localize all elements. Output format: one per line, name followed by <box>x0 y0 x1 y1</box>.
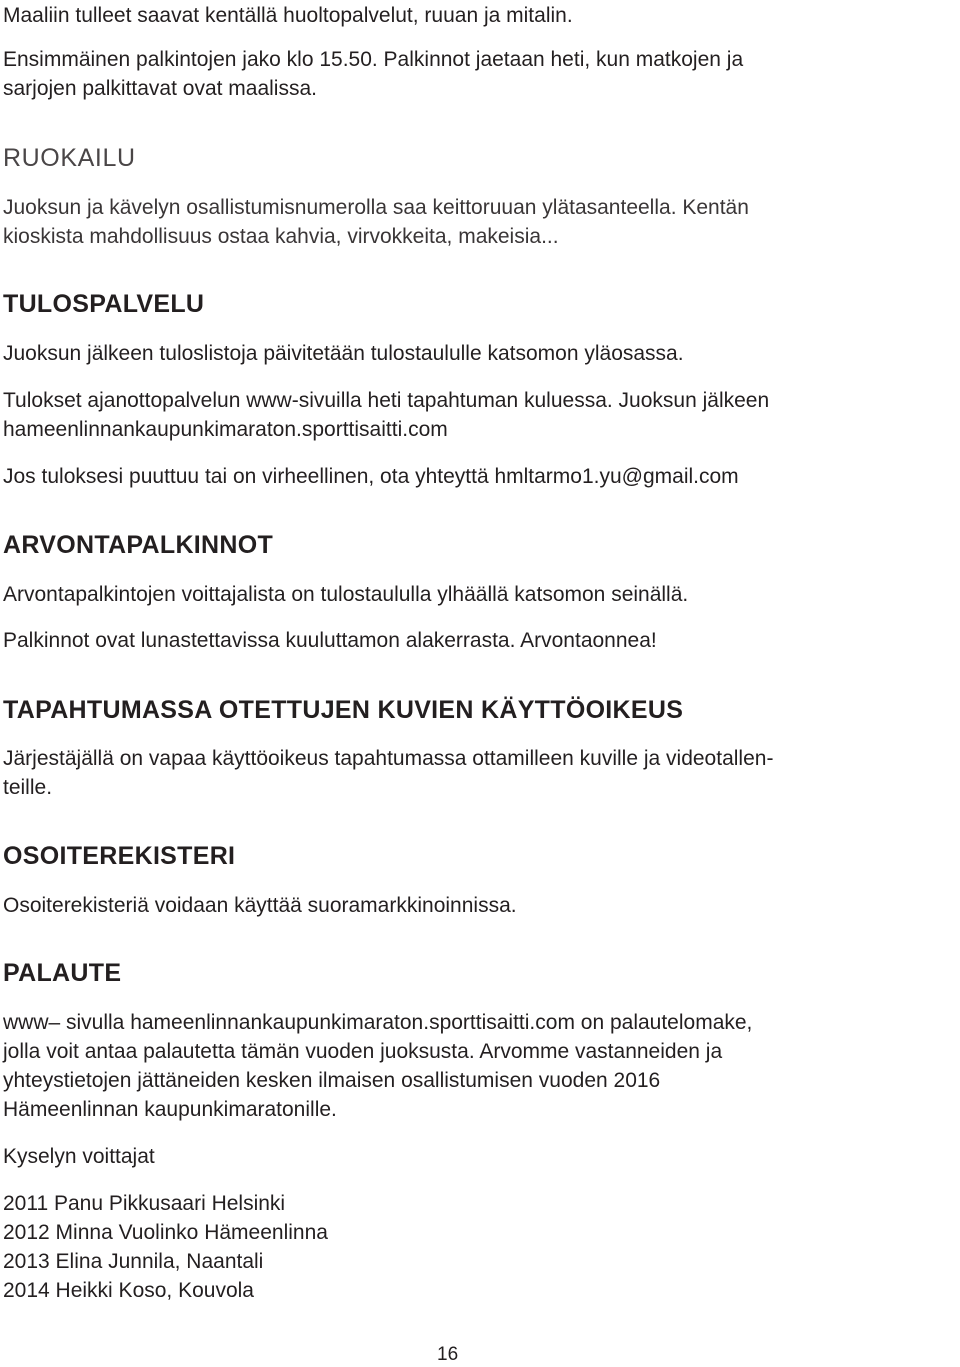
winner-item: 2013 Elina Junnila, Naantali <box>3 1250 264 1273</box>
heading-ruokailu: RUOKAILU <box>3 144 136 172</box>
heading-kuvien-kayttooikeus: TAPAHTUMASSA OTETTUJEN KUVIEN KÄYTTÖOIKEUS <box>3 696 684 724</box>
osoiterekisteri-paragraph: Osoiterekisteriä voidaan käyttää suoramarkkinoinnissa. <box>3 894 517 917</box>
tulospalvelu-paragraph-1: Juoksun jälkeen tuloslistoja päivitetään tulostaululle katsomon yläosassa. <box>3 342 684 365</box>
winners-title: Kyselyn voittajat <box>3 1145 155 1168</box>
heading-tulospalvelu: TULOSPALVELU <box>3 290 205 318</box>
intro-line-3: sarjojen palkittavat ovat maalissa. <box>3 77 317 100</box>
palaute-line-3: yhteystietojen jättäneiden kesken ilmaisen osallistumisen vuoden 2016 <box>3 1069 661 1092</box>
tulospalvelu-paragraph-3: Jos tuloksesi puuttuu tai on virheellinen, ota yhteyttä hmltarmo1.yu@gmail.com <box>3 465 739 488</box>
winner-item: 2012 Minna Vuolinko Hämeenlinna <box>3 1221 328 1244</box>
tulospalvelu-paragraph-2-line-1: Tulokset ajanottopalvelun www-sivuilla heti tapahtuman kuluessa. Juoksun jälkeen <box>3 389 770 412</box>
intro-line-1: Maaliin tulleet saavat kentällä huoltopalvelut, ruuan ja mitalin. <box>3 4 573 27</box>
heading-arvontapalkinnot: ARVONTAPALKINNOT <box>3 531 274 559</box>
arvontapalkinnot-paragraph-2: Palkinnot ovat lunastettavissa kuuluttamon alakerrasta. Arvontaonnea! <box>3 629 657 652</box>
kuvat-line-2: teille. <box>3 776 53 799</box>
page-number: 16 <box>437 1344 459 1365</box>
heading-palaute: PALAUTE <box>3 959 122 987</box>
kuvat-line-1: Järjestäjällä on vapaa käyttöoikeus tapahtumassa ottamilleen kuville ja videotallen- <box>3 747 774 770</box>
palaute-line-2: jolla voit antaa palautetta tämän vuoden juoksusta. Arvomme vastanneiden ja <box>3 1040 723 1063</box>
ruokailu-line-2: kioskista mahdollisuus ostaa kahvia, virvokkeita, makeisia... <box>3 225 559 248</box>
tulospalvelu-paragraph-2-line-2: hameenlinnankaupunkimaraton.sporttisaitti.com <box>3 418 448 441</box>
palaute-line-1: www– sivulla hameenlinnankaupunkimaraton.sporttisaitti.com on palautelomake, <box>3 1011 753 1034</box>
winner-item: 2014 Heikki Koso, Kouvola <box>3 1279 254 1302</box>
palaute-line-4: Hämeenlinnan kaupunkimaratonille. <box>3 1098 337 1121</box>
arvontapalkinnot-paragraph-1: Arvontapalkintojen voittajalista on tulostaululla ylhäällä katsomon seinällä. <box>3 583 689 606</box>
winner-item: 2011 Panu Pikkusaari Helsinki <box>3 1192 286 1215</box>
ruokailu-line-1: Juoksun ja kävelyn osallistumisnumerolla saa keittoruuan ylätasanteella. Kentän <box>3 196 749 219</box>
heading-osoiterekisteri: OSOITEREKISTERI <box>3 842 236 870</box>
intro-line-2: Ensimmäinen palkintojen jako klo 15.50. Palkinnot jaetaan heti, kun matkojen ja <box>3 48 744 71</box>
